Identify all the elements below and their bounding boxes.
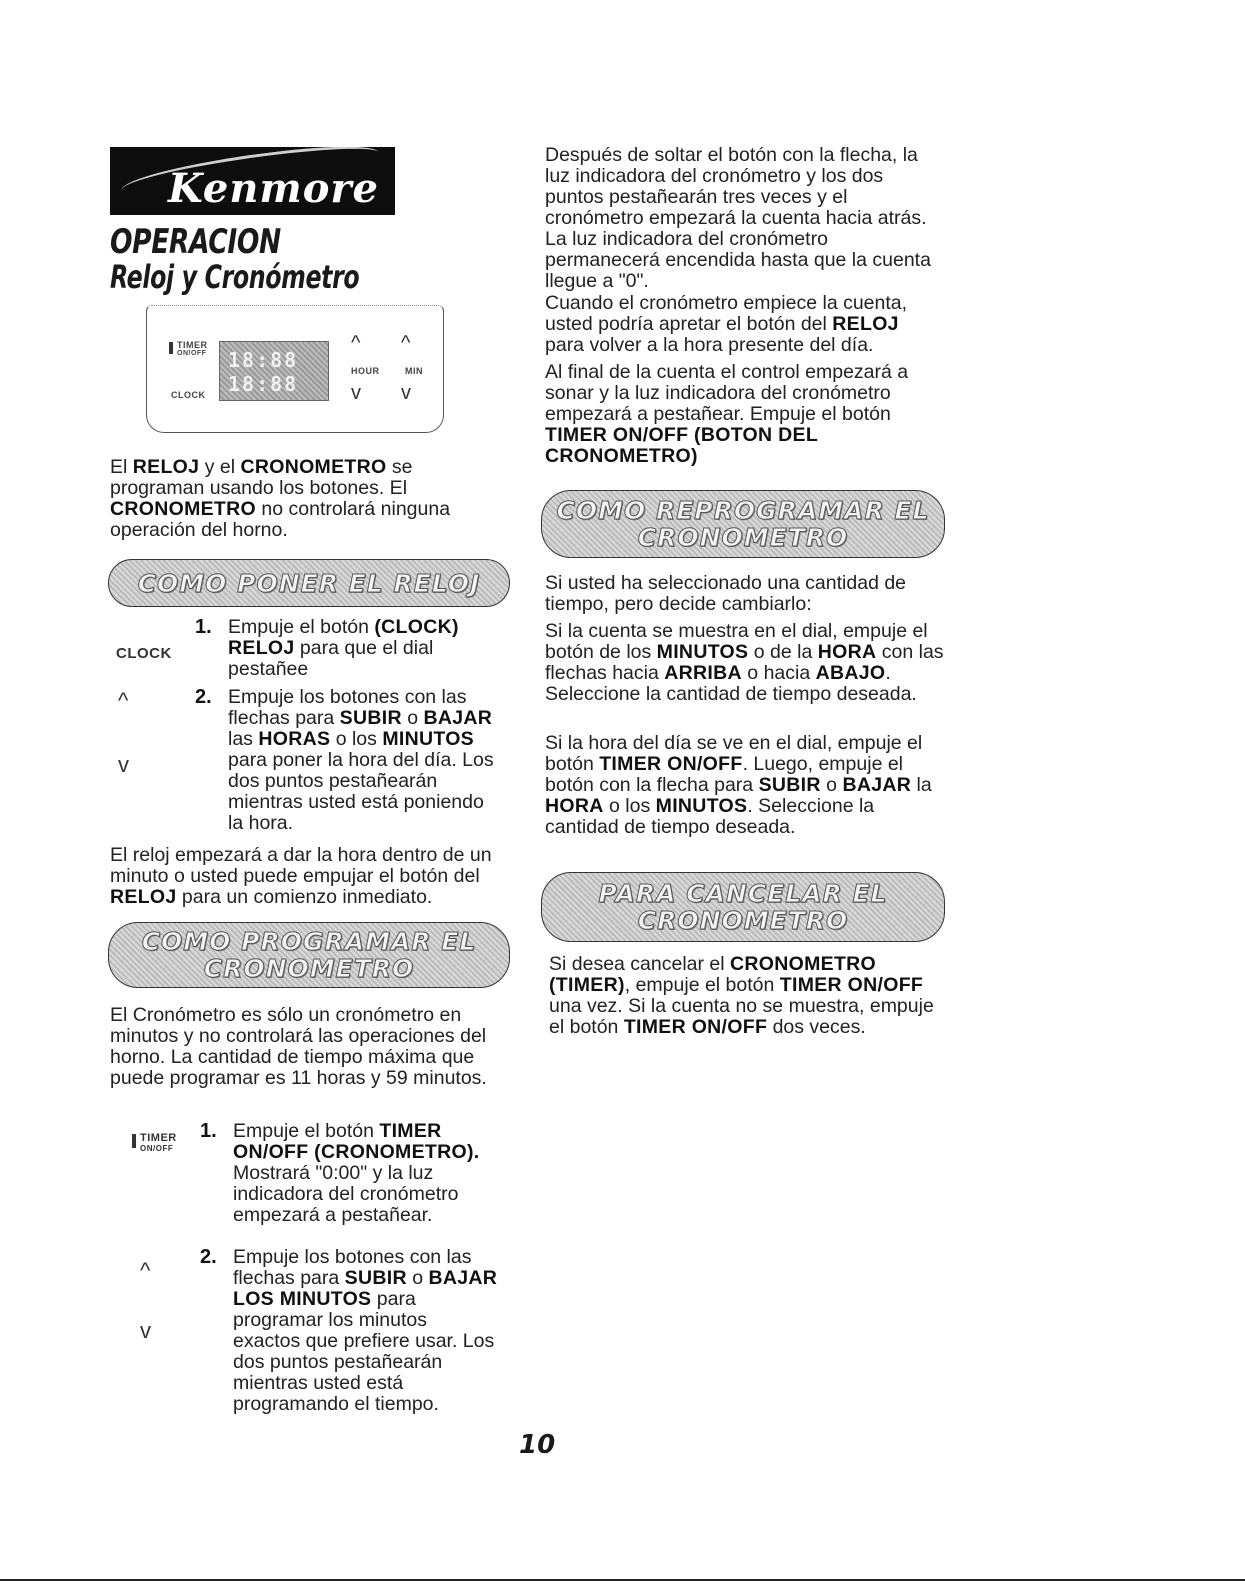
down-arrow-icon: v: [140, 1318, 151, 1343]
reprogram-paragraph-2: Si la cuenta se muestra en el dial, empuje el botón de los MINUTOS o de la HORA con las flechas hacia ARRIBA o hacia ABAJO. Seleccione la cantidad de tiempo deseada.: [545, 620, 944, 705]
bottom-rule: [0, 1579, 1245, 1581]
heading-set-clock: COMO PONER EL RELOJ: [108, 559, 510, 607]
panel-min-label: MIN: [405, 366, 423, 376]
timer-clock-return-paragraph: Cuando el cronómetro empiece la cuenta, usted podría apretar el botón del RELOJ para volver a la hora presente del día.: [545, 292, 908, 356]
panel-timer-sub-label: ON/OFF: [177, 350, 207, 357]
up-arrow-icon: ^: [140, 1258, 151, 1283]
cancel-timer-paragraph: Si desea cancelar el CRONOMETRO (TIMER), empuje el botón TIMER ON/OFF una vez. Si la cuenta no se muestra, empuje el botón TIMER ON/OFF dos veces.: [549, 953, 934, 1038]
down-arrow-icon: v: [118, 752, 129, 777]
step-number: 1.: [195, 616, 212, 638]
timer-button-icon: [132, 1134, 136, 1148]
min-down-arrow-icon: v: [401, 382, 411, 404]
page-number: 10: [519, 1430, 556, 1460]
page-subtitle: Reloj y Cronómetro: [110, 258, 360, 296]
intro-paragraph: El RELOJ y el CRONOMETRO se programan usando los botones. El CRONOMETRO no controlará ninguna operación del horno.: [110, 456, 451, 541]
display-top-digits: 18:88: [228, 348, 299, 372]
brand-name: Kenmore: [168, 165, 379, 212]
timer-button-icon: [169, 342, 173, 354]
control-panel-illustration: [146, 305, 444, 433]
step-number: 1.: [200, 1120, 217, 1142]
hour-down-arrow-icon: v: [351, 382, 361, 404]
set-clock-note: El reloj empezará a dar la hora dentro de un minuto o usted puede empujar el botón del RELOJ para un comienzo inmediato.: [110, 844, 492, 908]
set-clock-step-2: Empuje los botones con las flechas para SUBIR o BAJAR las HORAS o los MINUTOS para poner la hora del día. Los dos puntos pestañearán mientras usted está poniendo la hora.: [228, 686, 494, 834]
timer-countdown-paragraph: Después de soltar el botón con la flecha, la luz indicadora del cronómetro y los dos puntos pestañearán tres veces y el cronómetro empezará la cuenta hacia atrás. La luz indicadora del cronómetro permanecerá encendida hasta que la cuenta llegue a "0".: [545, 144, 931, 292]
step-number: 2.: [200, 1246, 217, 1268]
set-clock-step-1: Empuje el botón (CLOCK) RELOJ para que el dial pestañee: [228, 616, 459, 680]
side-clock-label: CLOCK: [116, 645, 172, 662]
reprogram-paragraph-1: Si usted ha seleccionado una cantidad de tiempo, pero decide cambiarlo:: [545, 572, 907, 615]
panel-clock-label: CLOCK: [171, 390, 206, 400]
digital-display: [219, 341, 329, 401]
side-timer-sub-label: ON/OFF: [140, 1144, 174, 1153]
reprogram-paragraph-3: Si la hora del día se ve en el dial, empuje el botón TIMER ON/OFF. Luego, empuje el botón con la flecha para SUBIR o BAJAR la HORA o los MINUTOS. Seleccione la cantidad de tiempo deseada.: [545, 732, 932, 838]
program-timer-intro: El Cronómetro es sólo un cronómetro en minutos y no controlará las operaciones del horno. La cantidad de tiempo máxima que puede programar es 11 horas y 59 minutos.: [110, 1004, 487, 1089]
timer-end-paragraph: Al final de la cuenta el control empezará a sonar y la luz indicadora del cronómetro empezará a pestañear. Empuje el botón TIMER ON/OFF (BOTON DEL CRONOMETRO): [545, 361, 909, 467]
heading-cancel-timer: PARA CANCELAR EL CRONOMETRO: [541, 872, 945, 942]
panel-timer-label: TIMER: [177, 340, 208, 350]
side-timer-label: TIMER: [140, 1132, 177, 1144]
up-arrow-icon: ^: [118, 688, 129, 713]
page-title: OPERACION: [110, 222, 281, 262]
program-timer-step-2: Empuje los botones con las flechas para SUBIR o BAJAR LOS MINUTOS para programar los minutos exactos que prefiere usar. Los dos puntos pestañearán mientras usted está programando el tiempo.: [233, 1246, 498, 1415]
program-timer-step-1: Empuje el botón TIMER ON/OFF (CRONOMETRO). Mostrará "0:00" y la luz indicadora del cronómetro empezará a pestañear.: [233, 1120, 480, 1226]
kenmore-logo: [110, 147, 395, 215]
hour-up-arrow-icon: ^: [351, 332, 361, 354]
panel-hour-label: HOUR: [351, 366, 380, 376]
heading-reprogram-timer: COMO REPROGRAMAR EL CRONOMETRO: [541, 490, 945, 558]
min-up-arrow-icon: ^: [401, 332, 411, 354]
step-number: 2.: [195, 686, 212, 708]
display-bottom-digits: 18:88: [228, 372, 299, 396]
heading-program-timer: COMO PROGRAMAR EL CRONOMETRO: [108, 922, 510, 988]
